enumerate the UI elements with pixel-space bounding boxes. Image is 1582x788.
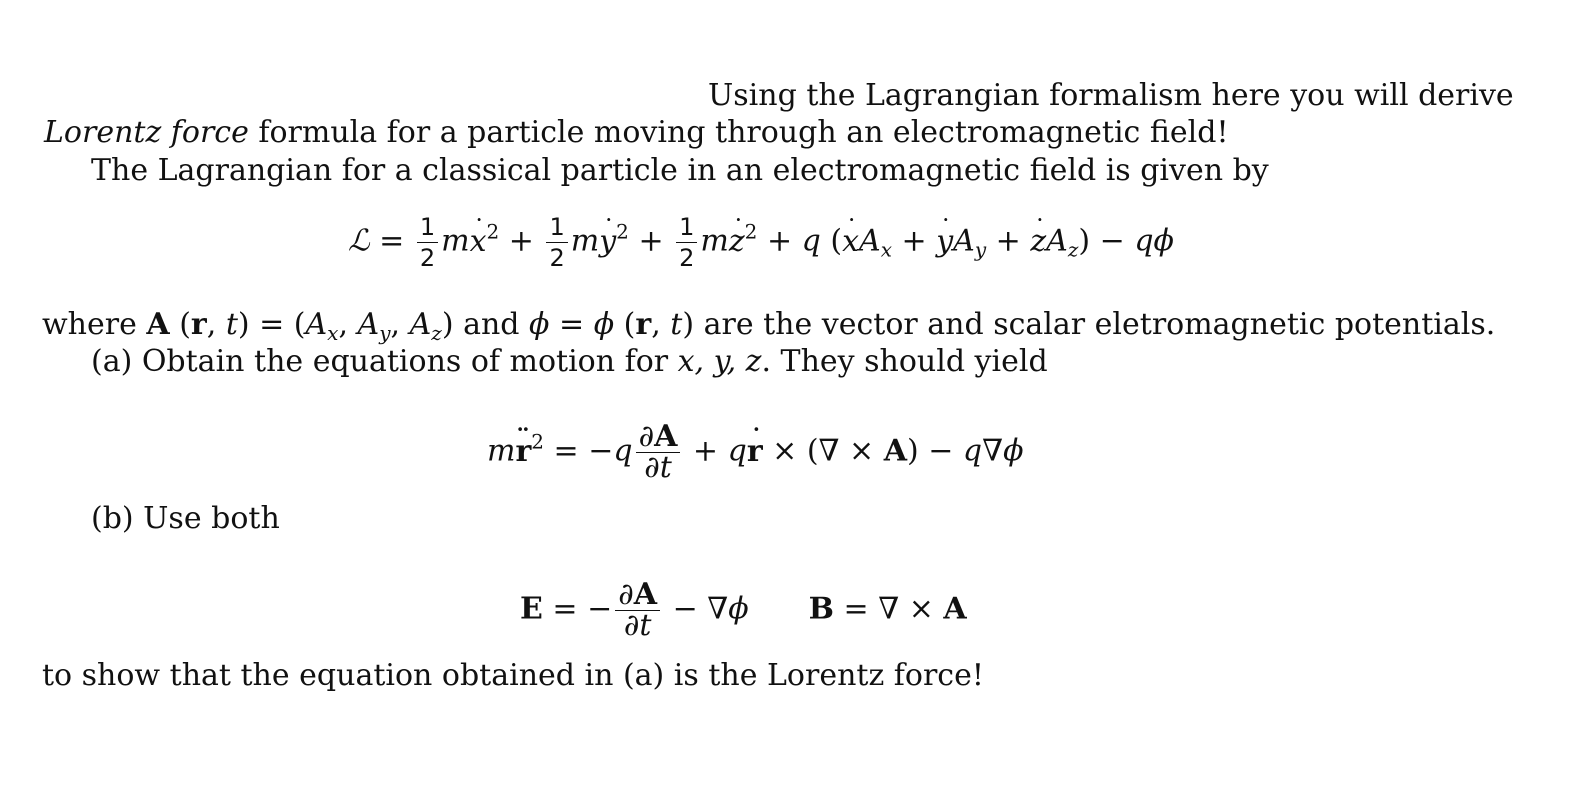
intro-text-1: Using the Lagrangian formalism here you will derive	[708, 78, 1514, 113]
intro-line-2	[44, 115, 1229, 151]
and-text: and	[453, 307, 530, 342]
closing-text: to show that the equation obtained in (a) is the Lorentz force!	[42, 658, 984, 693]
fraction-half-2: $\frac{1}{2}$	[546, 212, 567, 273]
are-text: are the vector and scalar eletromagnetic potentials.	[694, 307, 1496, 342]
part-a-line	[91, 344, 1048, 380]
partial-a-partial-t-fraction-2: $\frac{\partial A}{\partial t}$	[615, 580, 660, 641]
where-line: where A (r, $t) = (A_x$, $A_y$, $A_z$) and ϕ = ϕ (r, t) are the vector and scalar eletromagnetic potentials.	[42, 307, 1496, 345]
closing-line	[42, 658, 984, 694]
intro-line-3	[91, 153, 1269, 189]
part-a-label: (a) Obtain the equations of motion for	[91, 344, 678, 379]
intro-text-3: The Lagrangian for a classical particle in an electromagnetic field is given by	[91, 153, 1269, 188]
fraction-half-3: $\frac{1}{2}$	[676, 212, 697, 273]
lagrangian-equation: ℒ = $\frac{1}{2}$ mx ˙$^2$ + $\frac{1}{2}$ my ˙$^2$ + $\frac{1}{2}$ mz ˙$^2$ + q (x $˙A_x + y$ $˙A_y + z$ $˙A_z) - q\phi$	[348, 212, 1174, 273]
fraction-half-1: $\frac{1}{2}$	[417, 212, 438, 273]
intro-line-1	[708, 78, 1514, 114]
lagrangian-symbol: ℒ	[348, 223, 370, 259]
part-a-tail: . They should yield	[761, 344, 1048, 379]
part-b-label: (b) Use both	[91, 501, 280, 536]
field-definitions-equation: E = − $\frac{\partial A}{\partial t}$ − ∇ϕ B = ∇ × A	[520, 577, 967, 643]
lorentz-force-emphasis: Lorentz force	[44, 115, 249, 150]
partial-a-partial-t-fraction: $\frac{\partial A}{\partial t}$	[636, 422, 681, 483]
part-a-vars: x, y, z	[677, 344, 762, 379]
intro-text-2: formula for a particle moving through an electromagnetic field!	[248, 115, 1229, 150]
where-text: where	[42, 307, 147, 342]
equation-of-motion: mr ¨$^2$ = −q $\frac{\partial A}{\partial t}$ + qr ˙ × (∇ × A) − q∇ϕ	[487, 422, 1024, 483]
part-b-line	[91, 501, 280, 537]
